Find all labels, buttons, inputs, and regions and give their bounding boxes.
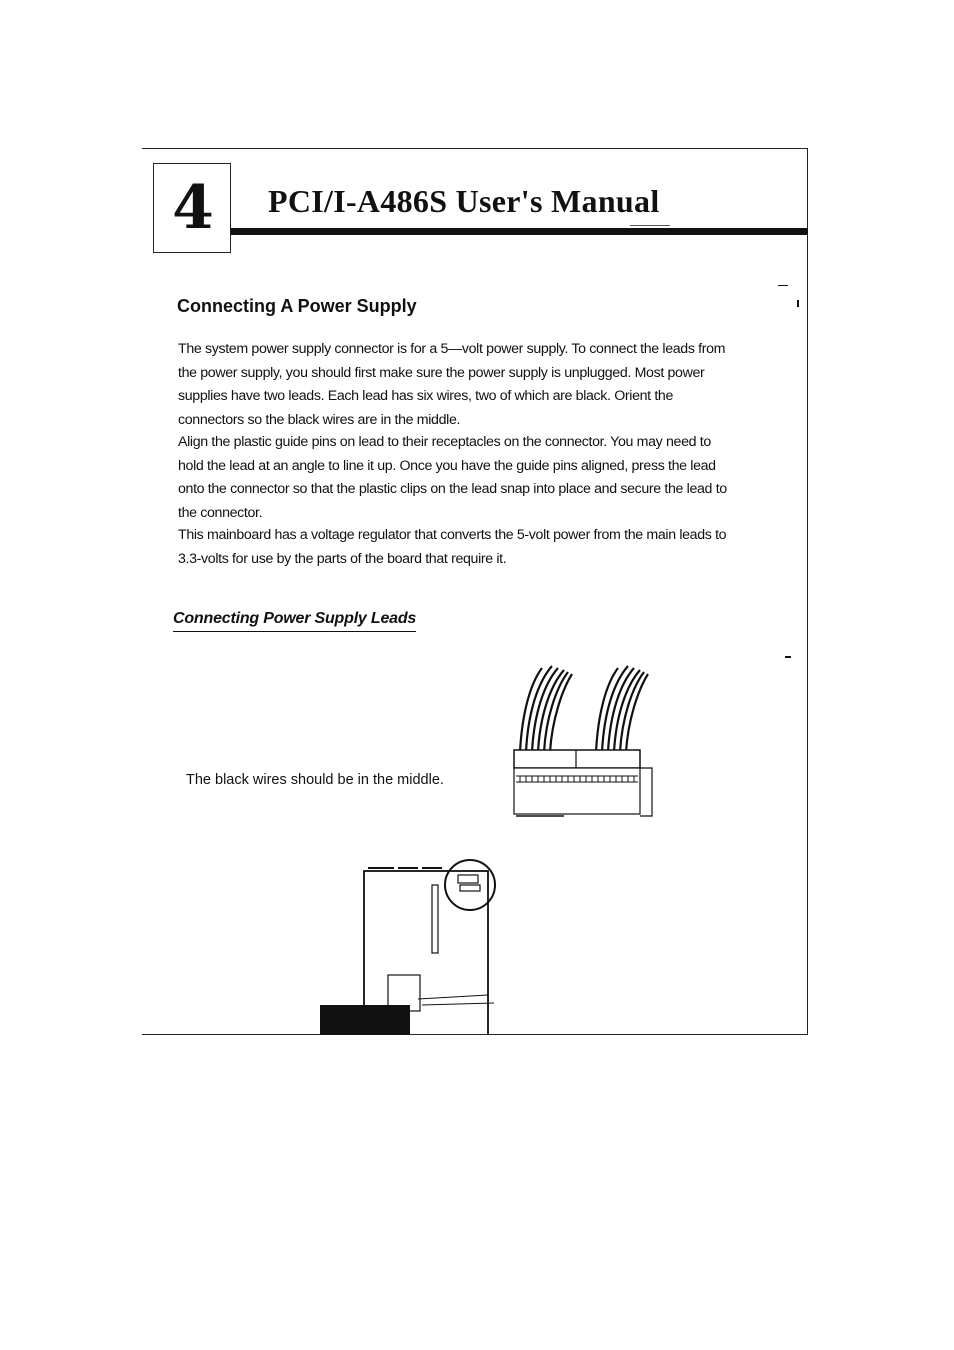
figure-subheading: Connecting Power Supply Leads [173, 610, 416, 632]
power-connector-illustration [508, 664, 658, 820]
manual-title: PCI/I-A486S User's Manual [268, 183, 660, 219]
margin-mark [778, 285, 788, 286]
section-heading: Connecting A Power Supply [177, 296, 417, 316]
chapter-box [153, 163, 231, 253]
body-paragraph: The system power supply connector is for a 5—volt power supply. To connect the leads from the power supply, you should first make sure the power supply is unplugged. Most power supplies have two leads. Each lead has six wires, two of which are black. Orient the connectors so the black wires are in the middle. [178, 341, 726, 428]
chapter-number: 4 [172, 173, 214, 243]
figure-caption: The black wires should be in the middle. [186, 772, 444, 788]
body-paragraph: This mainboard has a voltage regulator that converts the 5-volt power from the main leads to 3.3-volts for use by the parts of the board that require it. [178, 527, 727, 567]
title-rule [231, 228, 808, 235]
body-paragraph: Align the plastic guide pins on lead to their receptacles on the connector. You may need to hold the lead at an angle to line it up. Once you have the guide pins aligned, press the lead onto the connector so that the plastic clips on the lead snap into place and secure the lead to the connector. [178, 434, 727, 521]
title-rule-accent [630, 225, 670, 226]
mainboard-illustration [318, 855, 578, 1035]
margin-mark [785, 656, 791, 658]
margin-mark [797, 300, 799, 307]
